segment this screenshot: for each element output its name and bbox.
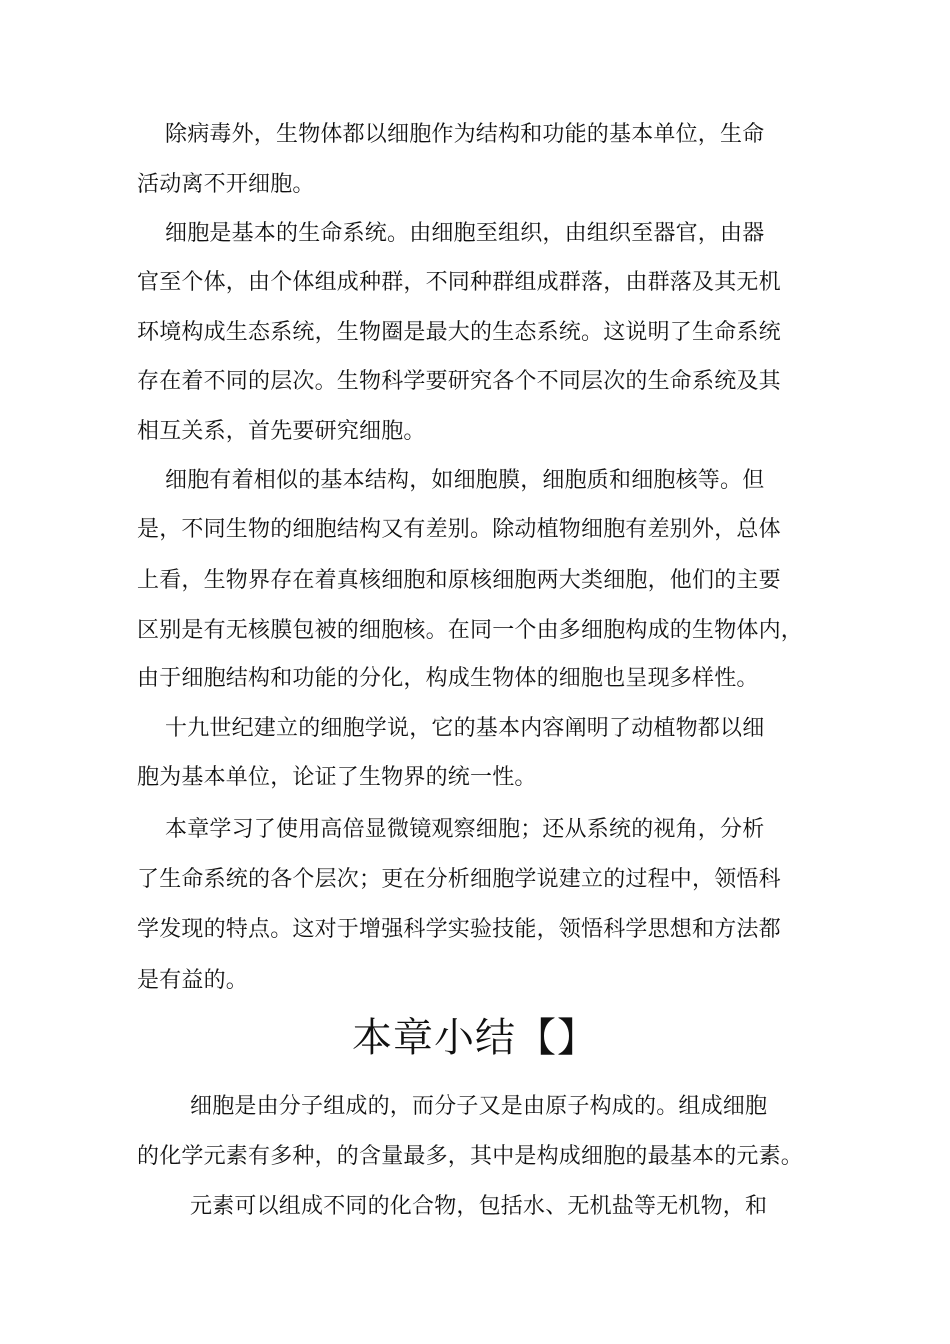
section-heading: 本章小结【】 [352,1015,598,1061]
summary-paragraph-2-line-1: 元素可以组成不同的化合物，包括水、无机盐等无机物，和 [190,1194,768,1219]
paragraph-4-line-1: 十九世纪建立的细胞学说，它的基本内容阐明了动植物都以细 [165,716,765,741]
summary-paragraph-1-line-2: 的化学元素有多种，的含量最多，其中是构成细胞的最基本的元素。 [137,1144,804,1169]
paragraph-2-line-5: 相互关系，首先要研究细胞。 [137,419,426,444]
paragraph-2-line-1: 细胞是基本的生命系统。由细胞至组织，由组织至器官，由器 [165,221,765,246]
summary-paragraph-1-line-1: 细胞是由分子组成的，而分子又是由原子构成的。组成细胞 [190,1094,768,1119]
paragraph-5-line-2: 了生命系统的各个层次；更在分析细胞学说建立的过程中，领悟科 [137,867,781,892]
paragraph-5-line-3: 学发现的特点。这对于增强科学实验技能，领悟科学思想和方法都 [137,917,781,942]
paragraph-2-line-3: 环境构成生态系统，生物圈是最大的生态系统。这说明了生命系统 [137,320,781,345]
paragraph-5-line-1: 本章学习了使用高倍显微镜观察细胞；还从系统的视角，分析 [165,817,765,842]
paragraph-2-line-2: 官至个体，由个体组成种群，不同种群组成群落，由群落及其无机 [137,270,781,295]
paragraph-3-line-1: 细胞有着相似的基本结构，如细胞膜，细胞质和细胞核等。但 [165,468,765,493]
paragraph-5-line-4: 是有益的。 [137,968,249,993]
paragraph-2-line-4: 存在着不同的层次。生物科学要研究各个不同层次的生命系统及其 [137,369,781,394]
paragraph-1-line-2: 活动离不开细胞。 [137,172,315,197]
paragraph-3-line-4: 区别是有无核膜包被的细胞核。在同一个由多细胞构成的生物体内， [137,618,804,643]
paragraph-3-line-2: 是，不同生物的细胞结构又有差别。除动植物细胞有差别外，总体 [137,517,781,542]
paragraph-4-line-2: 胞为基本单位，论证了生物界的统一性。 [137,765,537,790]
paragraph-3-line-3: 上看，生物界存在着真核细胞和原核细胞两大类细胞，他们的主要 [137,568,781,593]
paragraph-3-line-5: 由于细胞结构和功能的分化，构成生物体的细胞也呈现多样性。 [137,666,759,691]
paragraph-1-line-1: 除病毒外，生物体都以细胞作为结构和功能的基本单位，生命 [165,122,765,147]
